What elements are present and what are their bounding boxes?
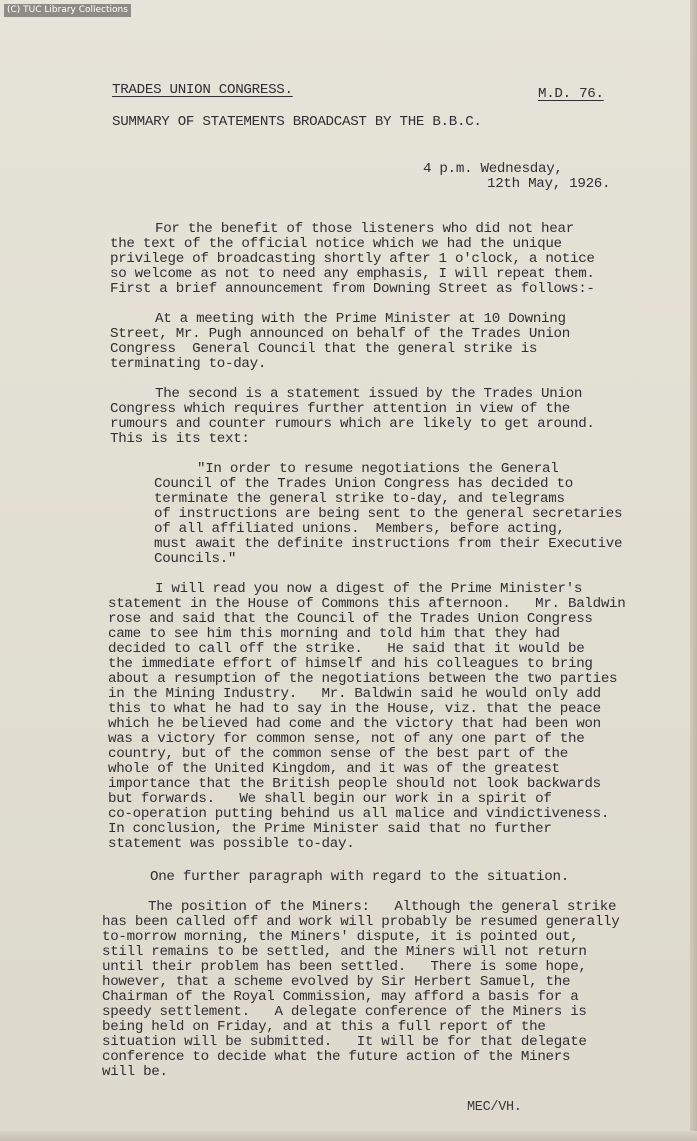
text-line: importance that the British people should not look backwards: [108, 776, 601, 792]
text-line: Council of the Trades Union Congress has decided to: [154, 476, 573, 492]
page-edge-right: [690, 0, 697, 1141]
copyright-watermark: (C) TUC Library Collections: [4, 4, 131, 17]
text-line: terminate the general strike to-day, and telegrams: [154, 491, 565, 507]
text-line: statement in the House of Commons this afternoon. Mr. Baldwin: [108, 596, 626, 612]
text-line: country, but of the common sense of the best part of the: [108, 746, 568, 762]
text-line: speedy settlement. A delegate conference of the Miners is: [102, 1004, 587, 1020]
text-line: The second is a statement issued by the Trades Union: [155, 386, 583, 402]
text-line: but forwards. We shall begin our work in a spirit of: [108, 791, 552, 807]
text-line: rumours and counter rumours which are likely to get around.: [110, 416, 595, 432]
text-line: in the Mining Industry. Mr. Baldwin said he would only add: [108, 686, 601, 702]
text-line: must await the definite instructions from their Executive: [154, 536, 623, 552]
text-line: situation will be submitted. It will be for that delegate: [102, 1034, 587, 1050]
text-line: has been called off and work will probably be resumed generally: [102, 914, 620, 930]
text-line: statement was possible to-day.: [108, 836, 355, 852]
text-line: whole of the United Kingdom, and it was of the greatest: [108, 761, 560, 777]
text-line: about a resumption of the negotiations between the two parties: [108, 671, 618, 687]
dateline-date: 12th May, 1926.: [487, 176, 611, 192]
text-line: "In order to resume negotiations the General: [197, 461, 559, 477]
text-line: so welcome as not to need any emphasis, I will repeat them.: [110, 266, 595, 282]
text-line: rose and said that the Council of the Trades Union Congress: [108, 611, 593, 627]
text-line: this to what he had to say in the House, viz. that the peace: [108, 701, 601, 717]
document-reference: M.D. 76.: [538, 86, 604, 102]
text-line: however, that a scheme evolved by Sir Herbert Samuel, the: [102, 974, 571, 990]
text-line: to-morrow morning, the Miners' dispute, it is pointed out,: [102, 929, 579, 945]
document-subtitle: SUMMARY OF STATEMENTS BROADCAST BY THE B.B.C.: [112, 114, 482, 130]
text-line: of instructions are being sent to the general secretaries: [154, 506, 623, 522]
page-edge-bottom: [0, 1131, 697, 1141]
text-line: terminating to-day.: [110, 356, 267, 372]
text-line: until their problem has been settled. There is some hope,: [102, 959, 587, 975]
text-line: One further paragraph with regard to the situation.: [150, 869, 569, 885]
text-line: Chairman of the Royal Commission, may afford a basis for a: [102, 989, 579, 1005]
typist-reference: MEC/VH.: [467, 1100, 522, 1115]
text-line: was a victory for common sense, not of any one part of the: [108, 731, 585, 747]
text-line: still remains to be settled, and the Miners will not return: [102, 944, 587, 960]
text-line: being held on Friday, and at this a full report of the: [102, 1019, 546, 1035]
text-line: Congress which requires further attention in view of the: [110, 401, 570, 417]
text-line: will be.: [102, 1064, 168, 1080]
text-line: of all affiliated unions. Members, before acting,: [154, 521, 565, 537]
text-line: Street, Mr. Pugh announced on behalf of the Trades Union: [110, 326, 570, 342]
text-line: First a brief announcement from Downing Street as follows:-: [110, 281, 595, 297]
text-line: In conclusion, the Prime Minister said that no further: [108, 821, 552, 837]
text-line: For the benefit of those listeners who did not hear: [155, 221, 574, 237]
text-line: Councils.": [154, 551, 237, 567]
text-line: This is its text:: [110, 431, 250, 447]
org-title: TRADES UNION CONGRESS.: [112, 82, 293, 98]
text-line: the text of the official notice which we had the unique: [110, 236, 562, 252]
text-line: The position of the Miners: Although the general strike: [148, 899, 617, 915]
text-line: which he believed had come and the victory that had been won: [108, 716, 601, 732]
text-line: Congress General Council that the general strike is: [110, 341, 538, 357]
dateline-time-day: 4 p.m. Wednesday,: [423, 161, 563, 177]
text-line: co-operation putting behind us all malice and vindictiveness.: [108, 806, 610, 822]
text-line: decided to call off the strike. He said that it would be: [108, 641, 585, 657]
text-line: the immediate effort of himself and his colleagues to bring: [108, 656, 593, 672]
text-line: privilege of broadcasting shortly after 1 o'clock, a notice: [110, 251, 595, 267]
text-line: conference to decide what the future action of the Miners: [102, 1049, 571, 1065]
text-line: came to see him this morning and told him that they had: [108, 626, 560, 642]
text-line: I will read you now a digest of the Prime Minister's: [155, 581, 583, 597]
text-line: At a meeting with the Prime Minister at 10 Downing: [155, 311, 566, 327]
